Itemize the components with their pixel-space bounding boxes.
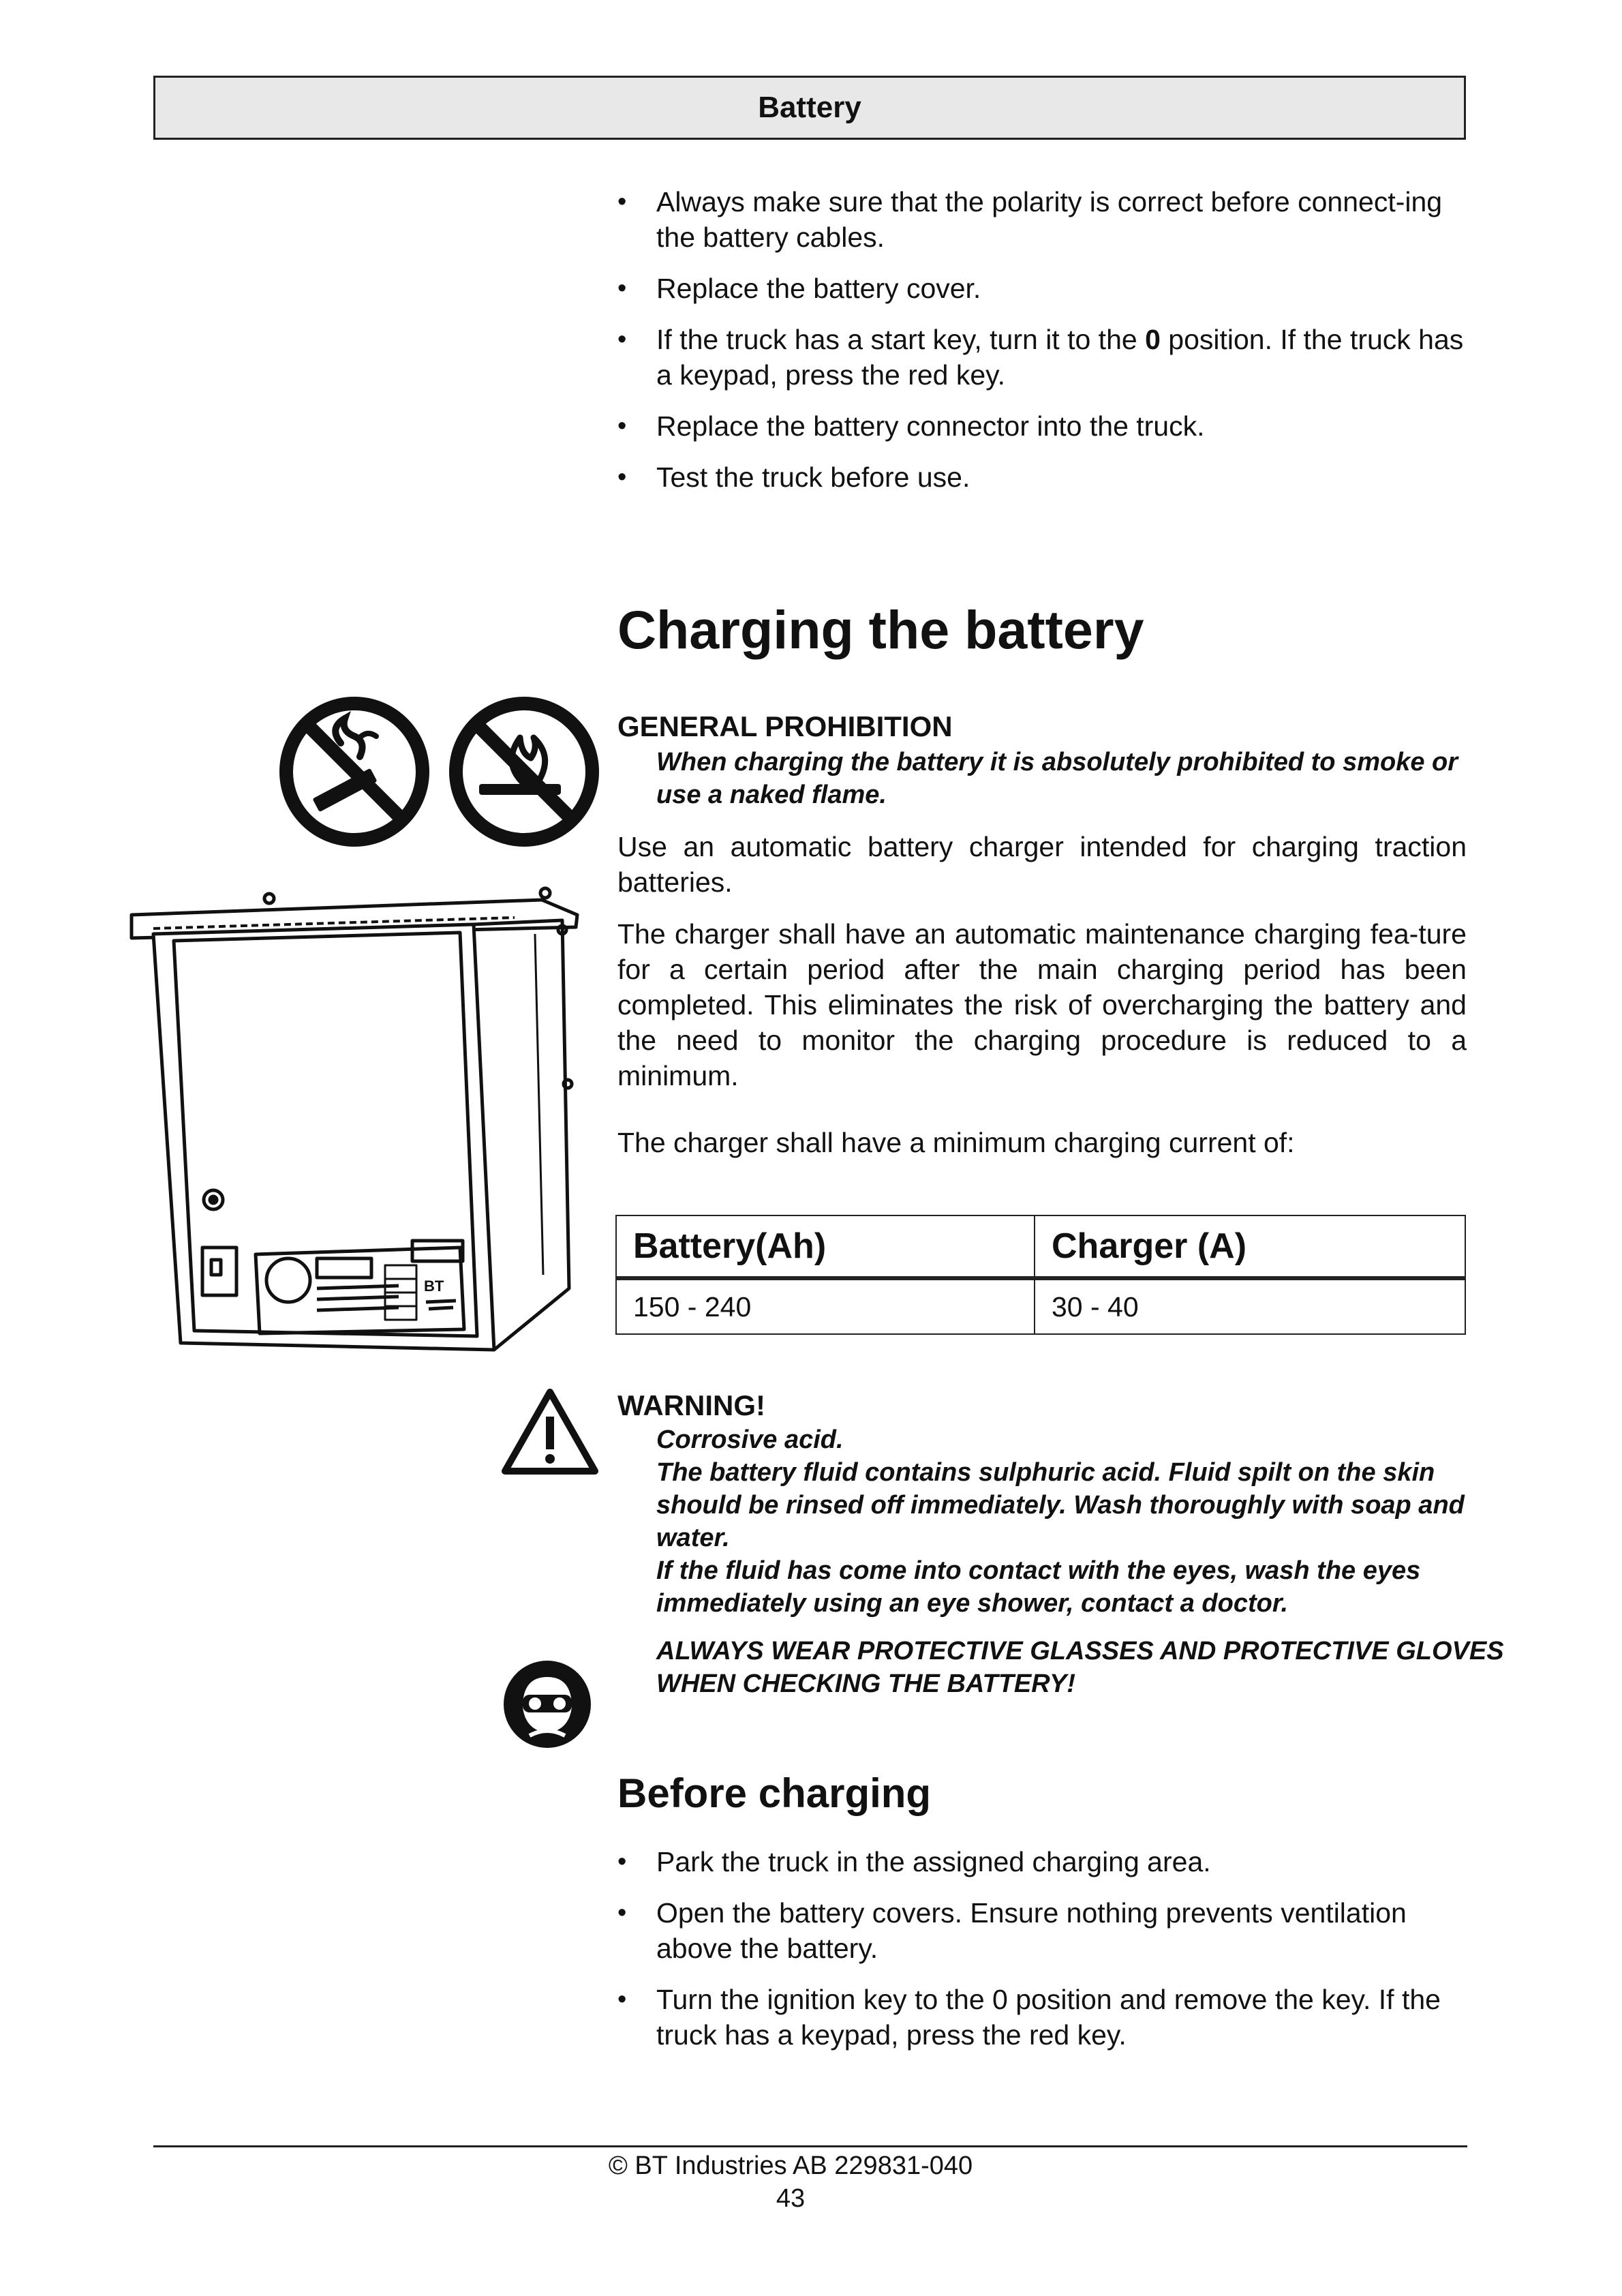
list-item: • Always make sure that the polarity is correct before connect-ing the battery cables.: [617, 184, 1467, 255]
footer-divider: [153, 2145, 1467, 2147]
warning-triangle-icon: [500, 1387, 600, 1477]
before-bullet-list: [617, 1844, 1467, 2068]
prohibition-heading: GENERAL PROHIBITION: [617, 710, 953, 742]
table-cell: 150 - 240: [616, 1278, 1035, 1334]
table-header: Battery(Ah): [616, 1215, 1035, 1278]
warning-line: If the fluid has come into contact with the eyes, wash the eyes immediately using an eye shower, contact a doctor.: [656, 1556, 1421, 1618]
list-item: • Replace the battery connector into the truck.: [617, 408, 1467, 444]
footer-copyright: © BT Industries AB 229831-040: [608, 2151, 973, 2180]
list-item: • Open the battery covers. Ensure nothing prevents ventilation above the battery.: [617, 1895, 1467, 1966]
prohibition-text: When charging the battery it is absolutely prohibited to smoke or use a naked flame.: [656, 748, 1458, 809]
header-title: Battery: [758, 91, 861, 124]
top-bullet-list: [617, 184, 1467, 511]
no-naked-flame-icon: [448, 695, 600, 848]
warning-text: [617, 1423, 1505, 1700]
charging-current-table: [615, 1215, 1466, 1335]
before-charging-title: Before charging: [617, 1770, 932, 1816]
warning-line: Corrosive acid.: [656, 1425, 844, 1454]
warning-caps: ALWAYS WEAR PROTECTIVE GLASSES AND PROTECTIVE GLOVES WHEN CHECKING THE BATTERY!: [656, 1637, 1504, 1698]
section-title: Charging the battery: [617, 599, 1144, 660]
table-header: Charger (A): [1035, 1215, 1465, 1278]
table-cell: 30 - 40: [1035, 1278, 1465, 1334]
list-item: • Turn the ignition key to the 0 position and remove the key. If the truck has a keypad, press the red key.: [617, 1982, 1467, 2053]
paragraph: The charger shall have an automatic maintenance charging fea-ture for a certain period after the main charging period has been completed. This eliminates the risk of overcharging the battery and the need to monitor the charging procedure is reduced to a minimum.: [617, 918, 1467, 1091]
no-smoking-icon: [278, 695, 431, 848]
list-item: • Test the truck before use.: [617, 459, 1467, 495]
charger-logo-text: BT: [424, 1278, 444, 1295]
paragraph: The charger shall have a minimum charging current of:: [617, 1127, 1295, 1158]
page-number: 43: [776, 2184, 806, 2213]
paragraph: Use an automatic battery charger intended for charging traction batteries.: [617, 831, 1467, 898]
warning-heading: WARNING!: [617, 1389, 765, 1421]
list-item: • If the truck has a start key, turn it to the 0 position. If the truck has a keypad, press the red key.: [617, 322, 1467, 393]
warning-line: The battery fluid contains sulphuric acid. Fluid spilt on the skin should be rinsed off immediately. Wash thoroughly with soap and water.: [656, 1458, 1465, 1552]
list-item: • Replace the battery cover.: [617, 271, 1467, 306]
battery-charger-illustration: [126, 879, 583, 1357]
eye-protection-icon: [502, 1659, 592, 1749]
table-header-row: [616, 1215, 1465, 1278]
list-item: • Park the truck in the assigned charging area.: [617, 1844, 1467, 1879]
body-text: [617, 829, 1467, 1177]
table-row: [616, 1278, 1465, 1334]
page-header: [153, 76, 1466, 140]
